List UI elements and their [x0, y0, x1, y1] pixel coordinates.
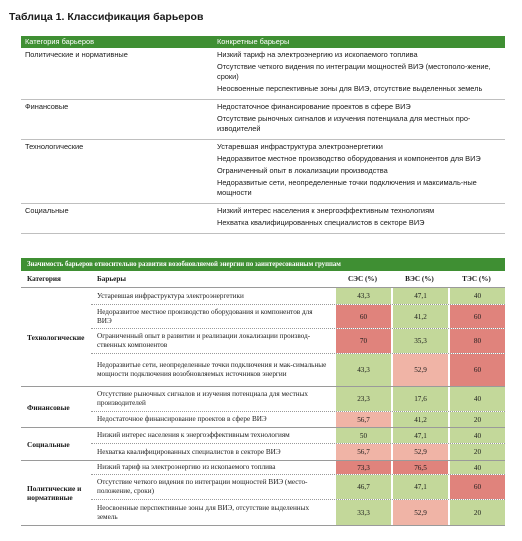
barrier-cell: Нехватка квалифицированных специалистов в секторе ВИЭ [97, 447, 281, 456]
barrier-item: Недоразвитые сети, неопределенные точки подключения и максималь-ные мощности [217, 178, 477, 197]
ses-value-cell: 33,3 [334, 500, 391, 525]
ves-value-cell: 35,3 [391, 329, 448, 353]
tes-value-cell: 60 [448, 475, 505, 499]
table-row [91, 461, 505, 475]
category-cell: Финансовые [27, 402, 70, 412]
barrier-item: Низкий тариф на электроэнергию из ископаемого топлива [217, 50, 418, 59]
category-group [21, 461, 505, 526]
header-category: Категория [27, 275, 61, 283]
category-cell: Политические и нормативные [27, 484, 82, 502]
ses-value-cell: 56,7 [334, 444, 391, 460]
barrier-classification-table [21, 36, 505, 234]
tes-value-cell: 20 [448, 412, 505, 427]
ves-value-cell: 76,5 [391, 461, 448, 474]
barrier-item: Отсутствие рыночных сигналов и изучения потенциала для местных про-изводителей [217, 114, 471, 133]
barrier-cell: Устаревшая инфраструктура электроэнергетики [97, 291, 244, 300]
table-row [91, 387, 505, 412]
barrier-item: Нехватка квалифицированных специалистов в секторе ВИЭ [217, 218, 425, 227]
header-category: Категория барьеров [25, 37, 94, 46]
barrier-item: Недоразвитое местное производство оборудования и компонентов для ВИЭ [217, 154, 481, 163]
table-row [91, 475, 505, 500]
ves-value-cell: 52,9 [391, 354, 448, 386]
tes-value-cell: 20 [448, 500, 505, 525]
ves-value-cell: 47,1 [391, 288, 448, 304]
group-rows [91, 387, 505, 427]
tes-value-cell: 40 [448, 387, 505, 411]
barrier-cell: Ограниченный опыт в развитии и реализации локализации производ-ственных компонентов [97, 332, 311, 349]
category-group [21, 387, 505, 428]
category-cell: Финансовые [25, 102, 69, 111]
table-title: Значимость барьеров относительно развития возобновляемой энергии по заинтересованным группам [21, 258, 505, 271]
header-ves: ВЭС (%) [405, 275, 434, 283]
category-cell: Социальные [25, 206, 69, 215]
barriers-cell [211, 206, 505, 230]
ves-value-cell: 41,2 [391, 305, 448, 328]
ses-value-cell: 60 [334, 305, 391, 328]
table-row [21, 204, 505, 234]
tes-value-cell: 40 [448, 288, 505, 304]
barrier-cell: Неосвоенные перспективные зоны для ВИЭ, отсутствие выделенных земель [97, 503, 310, 521]
category-cell: Социальные [27, 439, 70, 449]
table-row [91, 500, 505, 525]
table-row [21, 100, 505, 140]
ses-value-cell: 73,3 [334, 461, 391, 474]
barrier-significance-table [21, 258, 505, 526]
barrier-item: Ограниченный опыт в локализации производства [217, 166, 388, 175]
header-tes: ТЭС (%) [462, 275, 491, 283]
table-row [91, 412, 505, 427]
barrier-cell: Недоразвитое местное производство оборудования и компонентов для ВИЭ [97, 307, 313, 325]
ves-value-cell: 47,1 [391, 428, 448, 443]
tes-value-cell: 40 [448, 461, 505, 474]
barrier-cell: Недостаточное финансирование проектов в сфере ВИЭ [97, 415, 267, 424]
ves-value-cell: 41,2 [391, 412, 448, 427]
barrier-item: Отсутствие четкого видения по интеграции мощностей ВИЭ (местополо-жение, сроки) [217, 62, 491, 81]
tes-value-cell: 60 [448, 305, 505, 328]
category-cell: Политические и нормативные [25, 50, 128, 59]
category-cell: Технологические [25, 142, 84, 151]
ses-value-cell: 70 [334, 329, 391, 353]
table-row [91, 428, 505, 444]
ves-value-cell: 52,9 [391, 444, 448, 460]
table-header [21, 271, 505, 288]
ses-value-cell: 46,7 [334, 475, 391, 499]
ses-value-cell: 43,3 [334, 354, 391, 386]
table-row [91, 305, 505, 329]
table-header [21, 36, 505, 48]
barrier-item: Низкий интерес населения к энергоэффективным технологиям [217, 206, 435, 215]
barriers-cell [211, 142, 505, 200]
table-row [21, 48, 505, 100]
group-rows [91, 288, 505, 386]
header-barriers: Конкретные барьеры [217, 37, 290, 46]
tes-value-cell: 80 [448, 329, 505, 353]
barrier-item: Неосвоенные перспективные зоны для ВИЭ, отсутствие выделенных земель [217, 84, 483, 93]
tes-value-cell: 40 [448, 428, 505, 443]
barrier-cell: Отсутствие четкого видения по интеграции мощностей ВИЭ (место-положение, сроки) [97, 478, 308, 495]
table-row [91, 354, 505, 386]
ses-value-cell: 23,3 [334, 387, 391, 411]
table-row [91, 444, 505, 460]
ses-value-cell: 50 [334, 428, 391, 443]
ves-value-cell: 47,1 [391, 475, 448, 499]
barrier-cell: Низкий интерес населения к энергоэффективным технологиям [97, 431, 290, 440]
barrier-cell: Низкий тариф на электроэнергию из ископаемого топлива [97, 463, 276, 472]
group-rows [91, 428, 505, 460]
barriers-cell [211, 102, 505, 136]
ses-value-cell: 56,7 [334, 412, 391, 427]
tes-value-cell: 20 [448, 444, 505, 460]
barrier-item: Устаревшая инфраструктура электроэнергетики [217, 142, 383, 151]
barrier-item: Недостаточное финансирование проектов в сфере ВИЭ [217, 102, 411, 111]
group-rows [91, 461, 505, 525]
header-ses: СЭС (%) [347, 275, 378, 283]
table-row [91, 288, 505, 305]
category-cell: Технологические [27, 332, 85, 342]
barrier-cell: Отсутствие рыночных сигналов и изучения потенциала для местных производителей [97, 390, 308, 407]
tes-value-cell: 60 [448, 354, 505, 386]
category-group [21, 288, 505, 387]
ves-value-cell: 17,6 [391, 387, 448, 411]
ses-value-cell: 43,3 [334, 288, 391, 304]
table-row [21, 140, 505, 204]
table-body [21, 288, 505, 526]
ves-value-cell: 52,9 [391, 500, 448, 525]
category-group [21, 428, 505, 461]
table-row [91, 329, 505, 354]
header-barriers: Барьеры [97, 275, 126, 283]
barrier-cell: Недоразвитые сети, неопределенные точки подключения и мак-симальные мощности подключения возобновляемых источников энергии [97, 361, 327, 378]
page-title: Таблица 1. Классификация барьеров [9, 11, 204, 23]
table-body [21, 48, 505, 234]
barriers-cell [211, 50, 505, 96]
